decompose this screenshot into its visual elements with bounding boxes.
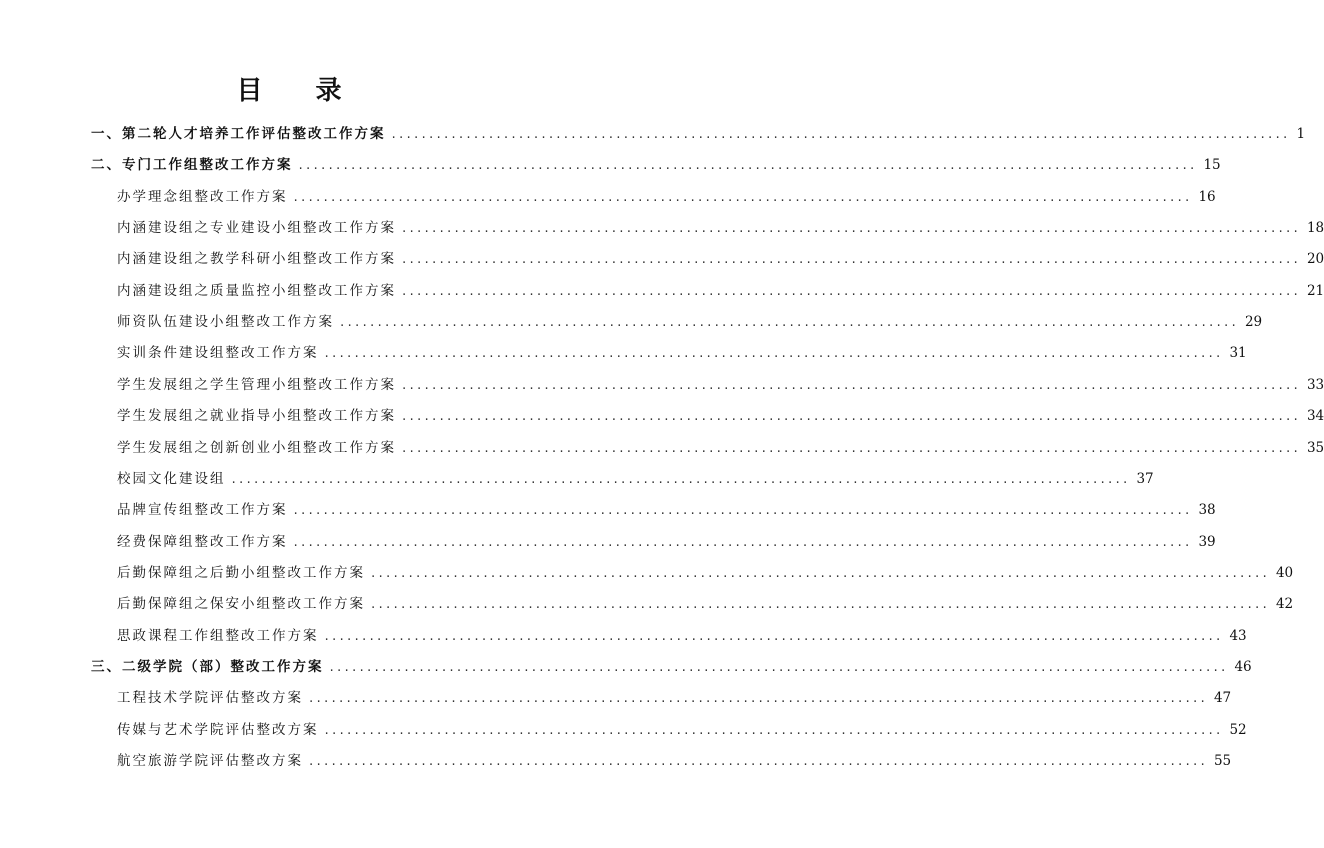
toc-entry-title: 传媒与艺术学院评估整改方案 [117,721,319,738]
dot-leader: ........................................................................................................................ [371,596,1270,613]
toc-entry[interactable] [117,249,1324,269]
toc-entry[interactable] [117,281,1324,301]
toc-page-number: 16 [1198,188,1216,205]
toc-entry[interactable] [117,218,1324,238]
dot-leader: ........................................................................................................................ [402,282,1301,299]
toc-page-number: 15 [1203,157,1221,174]
toc-page-number: 37 [1136,470,1154,487]
dot-leader: ........................................................................................................................ [329,658,1229,675]
dot-leader: ........................................................................................................................ [402,439,1301,456]
toc-entry-title: 航空旅游学院评估整改方案 [117,753,303,769]
toc-page-number: 39 [1198,533,1216,550]
toc-entry[interactable] [117,626,1247,646]
dot-leader: ........................................................................................................................ [402,251,1301,268]
toc-page-number: 21 [1306,282,1324,299]
toc-page-number: 31 [1229,345,1247,362]
toc-entry[interactable] [117,406,1324,426]
toc-entry-title: 办学理念组整改工作方案 [117,188,288,205]
toc-entry[interactable] [117,563,1294,583]
toc-entry-title: 师资队伍建设小组整改工作方案 [117,314,334,331]
toc-entry[interactable] [117,469,1154,489]
dot-leader: ........................................................................................................................ [293,533,1193,550]
toc-page-number: 42 [1275,596,1294,613]
dot-leader: ........................................................................................................................ [324,627,1224,644]
dot-leader: ........................................................................................................................ [309,690,1208,707]
toc-entry-title: 内涵建设组之质量监控小组整改工作方案 [117,282,396,299]
toc-entry-title: 实训条件建设组整改工作方案 [117,345,319,362]
toc-entry-title: 工程技术学院评估整改方案 [117,690,303,707]
toc-page-number: 46 [1234,658,1252,675]
toc-entry-title: 思政课程工作组整改工作方案 [117,627,319,644]
toc-entry-title: 内涵建设组之专业建设小组整改工作方案 [117,220,396,237]
toc-entry[interactable] [117,720,1247,740]
toc-entry-title: 后勤保障组之保安小组整改工作方案 [117,596,365,613]
toc-entry[interactable] [91,657,1252,677]
toc-entry-title: 品牌宣传组整改工作方案 [117,502,288,519]
toc-page-number: 18 [1306,220,1324,237]
toc-entry-title: 学生发展组之学生管理小组整改工作方案 [117,376,396,393]
toc-entry[interactable] [117,187,1216,207]
toc-entry-title: 经费保障组整改工作方案 [117,533,288,550]
page-title: 目 录 [236,76,364,106]
toc-entry-title: 内涵建设组之教学科研小组整改工作方案 [117,251,396,268]
dot-leader: ........................................................................................................................ [371,564,1270,581]
toc-page-number: 20 [1306,251,1324,268]
toc-page-number: 43 [1229,627,1247,644]
dot-leader: ........................................................................................................................ [402,376,1301,393]
toc-entry[interactable] [117,688,1232,708]
dot-leader: ........................................................................................................................ [324,721,1224,738]
toc-entry-title: 后勤保障组之后勤小组整改工作方案 [117,564,365,581]
dot-leader: ........................................................................................................................ [293,188,1193,205]
toc-entry[interactable] [91,124,1306,144]
toc-page-number: 1 [1296,126,1306,142]
dot-leader: ........................................................................................................................ [293,502,1193,519]
toc-entry[interactable] [117,532,1216,552]
toc-entry[interactable] [117,375,1324,395]
dot-leader: ........................................................................................................................ [402,220,1301,237]
toc-entry-title: 一、第二轮人才培养工作评估整改工作方案 [91,126,386,142]
toc-entry-title: 校园文化建设组 [117,470,226,487]
dot-leader: ........................................................................................................................ [309,753,1208,769]
toc-page-number: 33 [1306,376,1324,393]
toc-page-number: 35 [1306,439,1324,456]
dot-leader: ........................................................................................................................ [324,345,1224,362]
dot-leader: ........................................................................................................................ [402,408,1301,425]
toc-page-number: 47 [1213,690,1232,707]
dot-leader: ........................................................................................................................ [340,314,1239,331]
toc-page-number: 40 [1275,564,1294,581]
toc-entry-title: 学生发展组之创新创业小组整改工作方案 [117,439,396,456]
toc-entry[interactable] [91,155,1221,175]
toc-entry[interactable] [117,500,1216,520]
toc-page-number: 29 [1244,314,1263,331]
dot-leader: ........................................................................................................................ [231,470,1131,487]
toc-page-number: 34 [1306,408,1324,425]
toc-page-number: 52 [1229,721,1247,738]
toc-entry-title: 学生发展组之就业指导小组整改工作方案 [117,408,396,425]
toc-entry[interactable] [117,312,1263,332]
toc-entry[interactable] [117,438,1324,458]
dot-leader: ........................................................................................................................ [391,126,1291,142]
toc-entry-title: 二、专门工作组整改工作方案 [91,157,293,174]
toc-page-number: 55 [1213,753,1232,769]
toc-entry[interactable] [117,751,1232,771]
toc-entry-title: 三、二级学院（部）整改工作方案 [91,658,324,675]
toc-entry[interactable] [117,343,1247,363]
dot-leader: ........................................................................................................................ [298,157,1198,174]
toc-page-number: 38 [1198,502,1216,519]
toc-entry[interactable] [117,594,1294,614]
